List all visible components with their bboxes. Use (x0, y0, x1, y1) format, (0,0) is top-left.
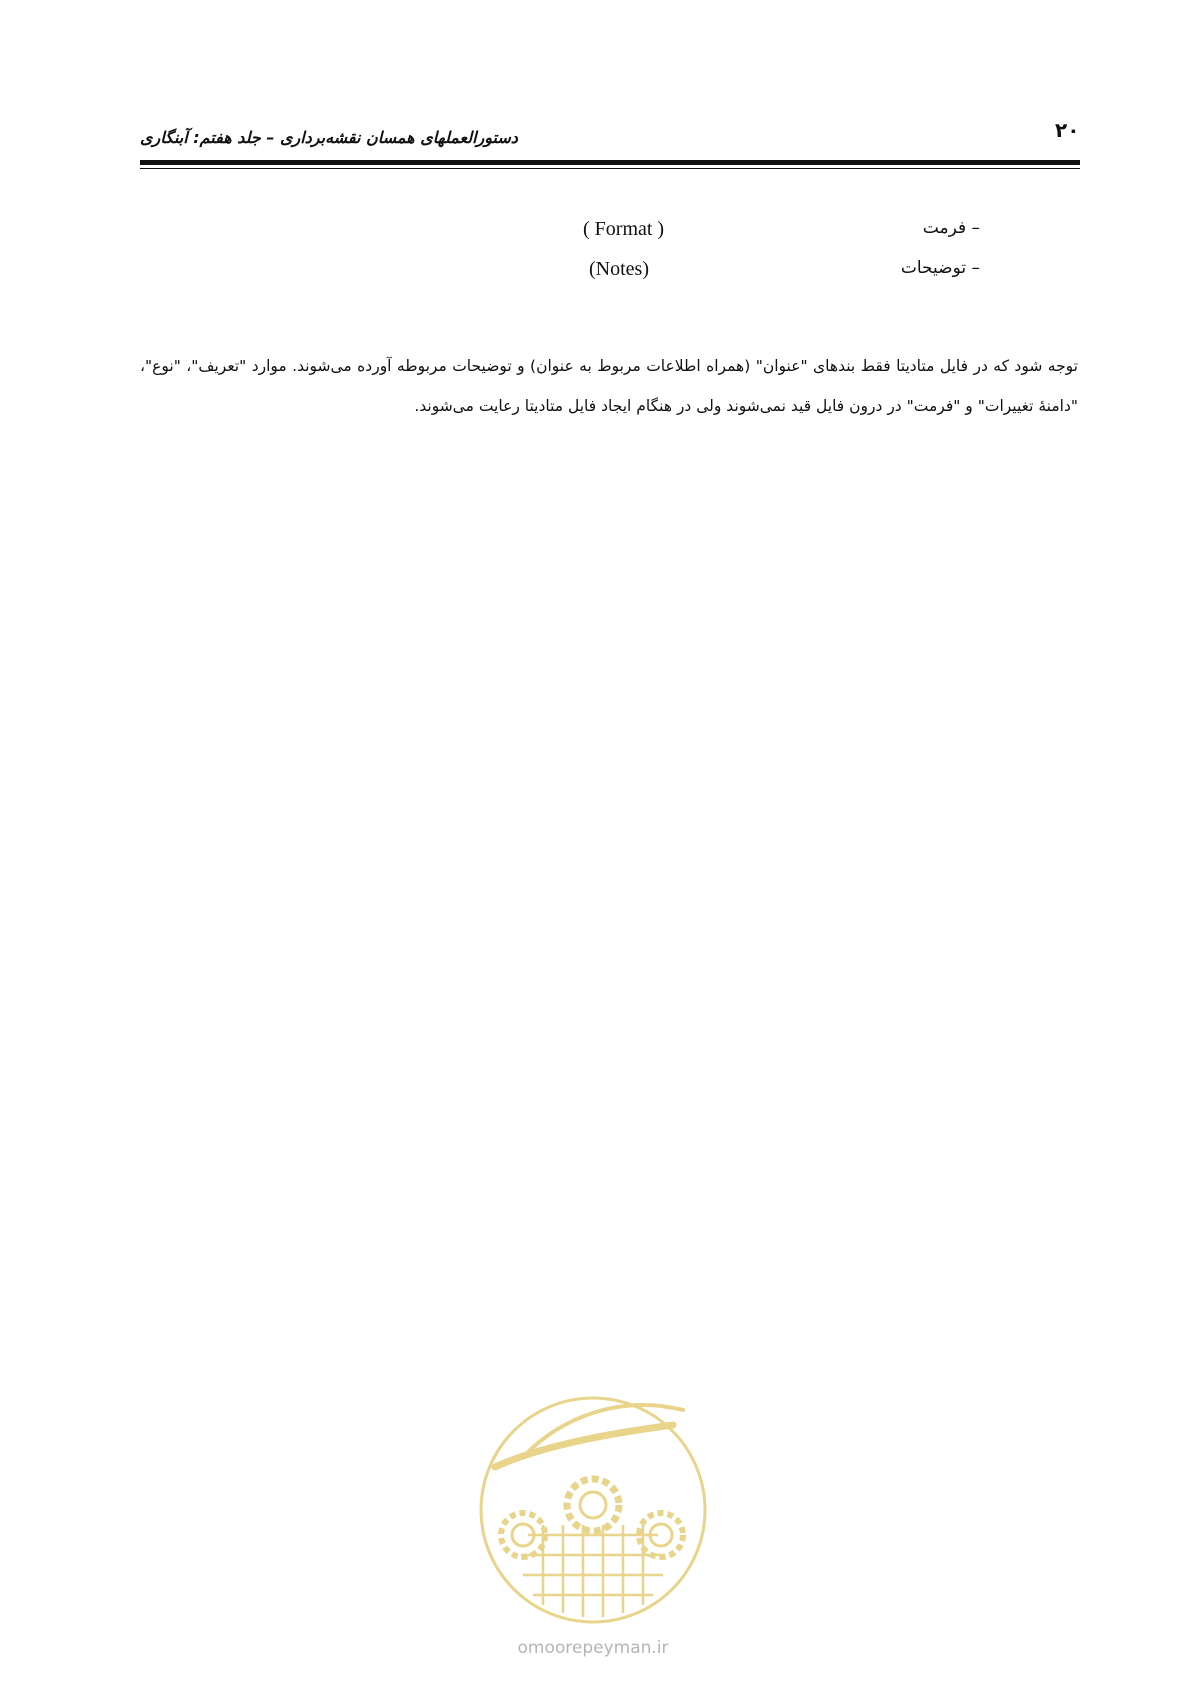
watermark-seal-icon (473, 1385, 713, 1635)
paragraph-text: توجه شود که در فایل متادیتا فقط بندهای "عنوان" (همراه اطلاعات مربوط به عنوان) و توضیحات مربوطه آورده می‌شوند. موارد "تعریف"، "نوع"، "دامنهٔ تغییرات" و "فرمت" در درون فایل قید نمی‌شوند ولی در هنگام ایجاد فایل متادیتا رعایت می‌شوند. (140, 357, 1078, 415)
field-label-en: (Notes) (589, 258, 649, 280)
watermark-logo (473, 1385, 713, 1665)
field-label-fa: – توضیحات (900, 258, 980, 278)
header-rule-thin (140, 168, 1080, 169)
field-label-fa: – فرمت (922, 218, 980, 238)
field-label-en: ( Format ) (583, 218, 665, 240)
page-number: ۲۰ (1055, 118, 1080, 142)
header-rule (140, 160, 1080, 165)
header-title: دستورالعملهای همسان نقشه‌برداری – جلد هفتم: آبنگاری (140, 128, 518, 147)
body-paragraph (140, 346, 1078, 426)
watermark-caption: omoorepeyman.ir (517, 1638, 669, 1658)
field-row-format (140, 218, 1080, 248)
field-row-notes (140, 258, 1080, 288)
